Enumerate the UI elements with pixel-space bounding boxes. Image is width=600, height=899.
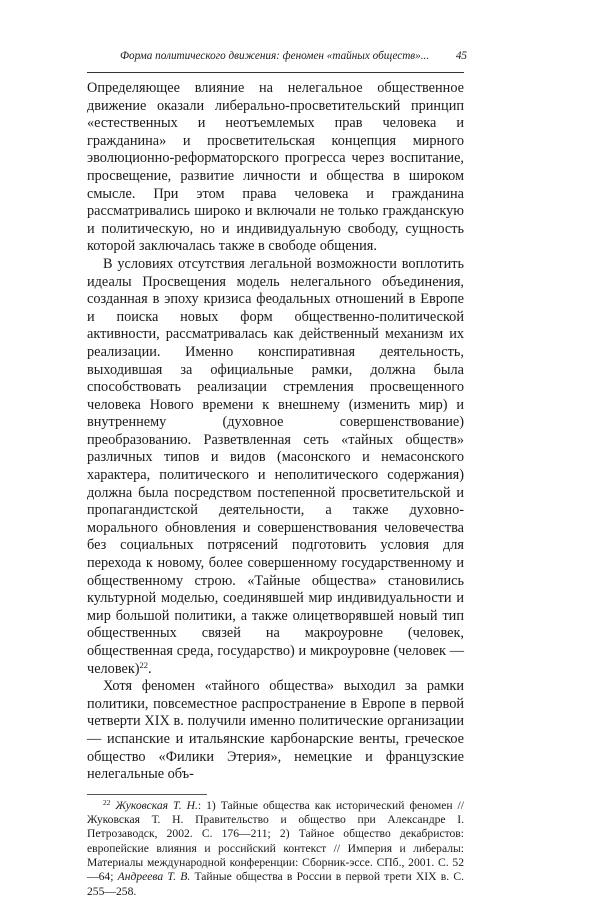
running-header: [87, 48, 467, 64]
footnote-number: 22: [103, 797, 111, 807]
running-title: Форма политического движения: феномен «тайных обществ»...: [120, 50, 430, 62]
footnote-text-1: : 1) Тайные общества как исторический феномен // Жуковская Т. Н. Правительство и общество при Александре I. Петрозаводск, 2002. С. 176—211; 2) Тайное общество декабристов: европейские влияния и российский контекст // Империя и либералы: Материалы международной конференции: Сборник-эссе. СПб., 2001. С. 52—64;: [87, 798, 464, 884]
page-number: 45: [455, 50, 467, 62]
book-page: [87, 48, 467, 899]
footnote-author-2: Андреева Т. В.: [117, 870, 191, 884]
paragraph-3: Хотя феномен «тайного общества» выходил за рамки политики, повсеместное распространение в Европе в первой четверти XIX в. получили именно политические организации — испанские и итальянские карбонарские венты, греческое общество «Филики Этерия», немецкие и французские нелегальные объ-: [87, 678, 464, 783]
footnote-author-1: Жуковская Т. Н.: [115, 798, 198, 812]
footnote-text-2: Тайные общества в России в первой трети XIX в. С. 255—258.: [87, 870, 464, 898]
header-rule: [87, 72, 464, 73]
paragraph-2: В условиях отсутствия легальной возможности воплотить идеалы Просвещения модель нелегального объединения, созданная в эпоху кризиса феодальных отношений в Европе и поиска новых форм общественно-политической активности, рассматривалась как действенный механизм их реализации. Именно конспиративная деятельность, выходившая за официальные рамки, должна была способствовать реализации стремления просвещенного человека Нового времени к внешнему (изменить мир) и внутреннему (духовное совершенствование) преобразованию. Разветвленная сеть «тайных обществ» различных типов и видов (масонского и немасонского характера, политического и неполитического содержания) должна была посредством постепенной просветительской и пропагандистской деятельности, а также духовно-морального обновления и совершенствования человечества без социальных потрясений подготовить условия для перехода к новому, более совершенному государственному и общественному строю. «Тайные общества» становились культурной моделью, соединявшей мир индивидуальности и мир большой политики, а также олицетворявшей новый тип общественных связей на макроуровне (человек, общественная среда, государство) и микроуровне (человек — человек)$^{22}$.: [87, 255, 464, 677]
footnote-rule: [87, 794, 207, 795]
paragraph-2-text: В условиях отсутствия легальной возможности воплотить идеалы Просвещения модель нелегального объединения, созданная в эпоху кризиса феодальных отношений в Европе и поиска новых форм общественно-политической активности, рассматривалась как действенный механизм их реализации. Именно конспиративная деятельность, выходившая за официальные рамки, должна была способствовать реализации стремления просвещенного человека Нового времени к внешнему (изменить мир) и внутреннему (духовное совершенствование) преобразованию. Разветвленная сеть «тайных обществ» различных типов и видов (масонского и немасонского характера, политического и неполитического содержания) должна была посредством постепенной просветительской и пропагандистской деятельности, а также духовно-морального обновления и совершенствования человечества без социальных потрясений подготовить условия для перехода к новому, более совершенному государственному и общественному строю. «Тайные общества» становились культурной моделью, соединявшей мир индивидуальности и мир большой политики, а также олицетворявшей новый тип общественных связей на макроуровне (человек, общественная среда, государство) и микроуровне (человек — человек): [87, 255, 464, 677]
paragraph-1: Определяющее влияние на нелегальное общественное движение оказали либерально-просветительский принцип «естественных и неотъемлемых прав человека и гражданина» и просветительская концепция мирного эволюционно-реформаторского прогресса через воспитание, просвещение, развитие личности и общества в широком смысле. При этом права человека и гражданина рассматривались широко и включали не только гражданскую и политическую, но и индивидуальную свободу, сущность которой заключалась также в свободе общения.: [87, 80, 464, 255]
body-text: [87, 80, 464, 784]
footnote: [87, 799, 464, 899]
footnote-ref[interactable]: 22: [139, 659, 149, 670]
